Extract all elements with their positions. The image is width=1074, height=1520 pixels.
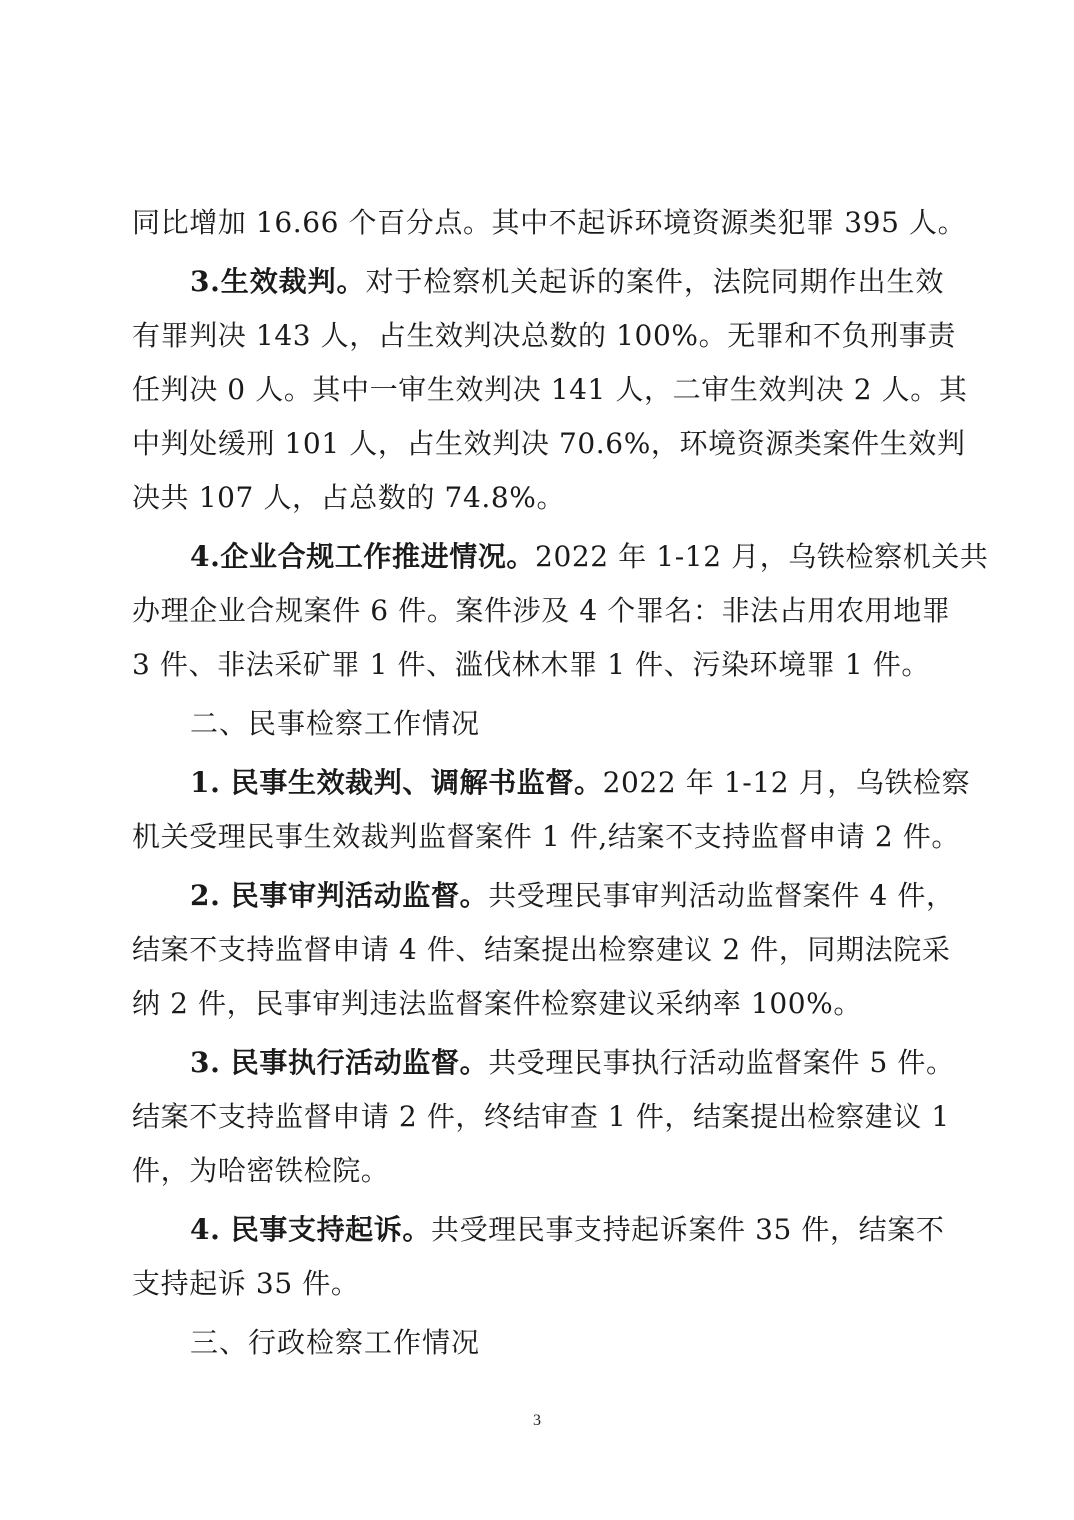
paragraph-text: 共受理民事审判活动监督案件 4 件，	[488, 879, 955, 912]
paragraph-line: 机关受理民事生效裁判监督案件 1 件,结案不支持监督申请 2 件。	[132, 820, 960, 853]
section-heading: 二、民事检察工作情况	[190, 707, 481, 740]
paragraph-line	[132, 1203, 944, 1257]
paragraph-line	[132, 756, 971, 810]
paragraph-text: 对于检察机关起诉的案件，法院同期作出生效	[365, 265, 944, 298]
paragraph-line: 同比增加 16.66 个百分点。其中不起诉环境资源类犯罪 395 人。	[132, 206, 967, 239]
paragraph-line: 决共 107 人，占总数的 74.8%。	[132, 481, 566, 514]
paragraph-line: 有罪判决 143 人，占生效判决总数的 100%。无罪和不负刑事责	[132, 319, 956, 352]
page-number: 3	[533, 1412, 541, 1429]
paragraph-line: 办理企业合规案件 6 件。案件涉及 4 个罪名：非法占用农用地罪	[132, 594, 951, 627]
paragraph-lead: 4.企业合规工作推进情况。	[190, 540, 536, 573]
paragraph-text: 共受理民事执行活动监督案件 5 件。	[488, 1046, 955, 1079]
paragraph-line: 件，为哈密铁检院。	[132, 1154, 390, 1187]
paragraph-line	[132, 255, 944, 309]
paragraph-line: 中判处缓刑 101 人，占生效判决 70.6%，环境资源类案件生效判	[132, 427, 966, 460]
paragraph-line	[132, 1036, 955, 1090]
paragraph-lead: 2. 民事审判活动监督。	[190, 879, 489, 912]
paragraph-line: 任判决 0 人。其中一审生效判决 141 人，二审生效判决 2 人。其	[132, 373, 968, 406]
paragraph-text: 共受理民事支持起诉案件 35 件，结案不	[430, 1213, 945, 1246]
paragraph-line: 3 件、非法采矿罪 1 件、滥伐林木罪 1 件、污染环境罪 1 件。	[132, 648, 930, 681]
paragraph-lead: 4. 民事支持起诉。	[190, 1213, 431, 1246]
paragraph-line: 纳 2 件，民事审判违法监督案件检察建议采纳率 100%。	[132, 987, 862, 1020]
paragraph-lead: 3.生效裁判。	[190, 265, 366, 298]
section-heading: 三、行政检察工作情况	[190, 1326, 481, 1359]
paragraph-text: 2022 年 1-12 月，乌铁检察机关共	[535, 540, 989, 573]
paragraph-line	[132, 869, 955, 923]
paragraph-lead: 1. 民事生效裁判、调解书监督。	[190, 766, 603, 799]
paragraph-text: 2022 年 1-12 月，乌铁检察	[602, 766, 971, 799]
paragraph-line	[132, 530, 989, 584]
paragraph-lead: 3. 民事执行活动监督。	[190, 1046, 489, 1079]
paragraph-line: 结案不支持监督申请 4 件、结案提出检察建议 2 件，同期法院采	[132, 933, 951, 966]
paragraph-line: 支持起诉 35 件。	[132, 1267, 360, 1300]
paragraph-line: 结案不支持监督申请 2 件，终结审查 1 件，结案提出检察建议 1	[132, 1100, 950, 1133]
document-body	[132, 196, 989, 1370]
